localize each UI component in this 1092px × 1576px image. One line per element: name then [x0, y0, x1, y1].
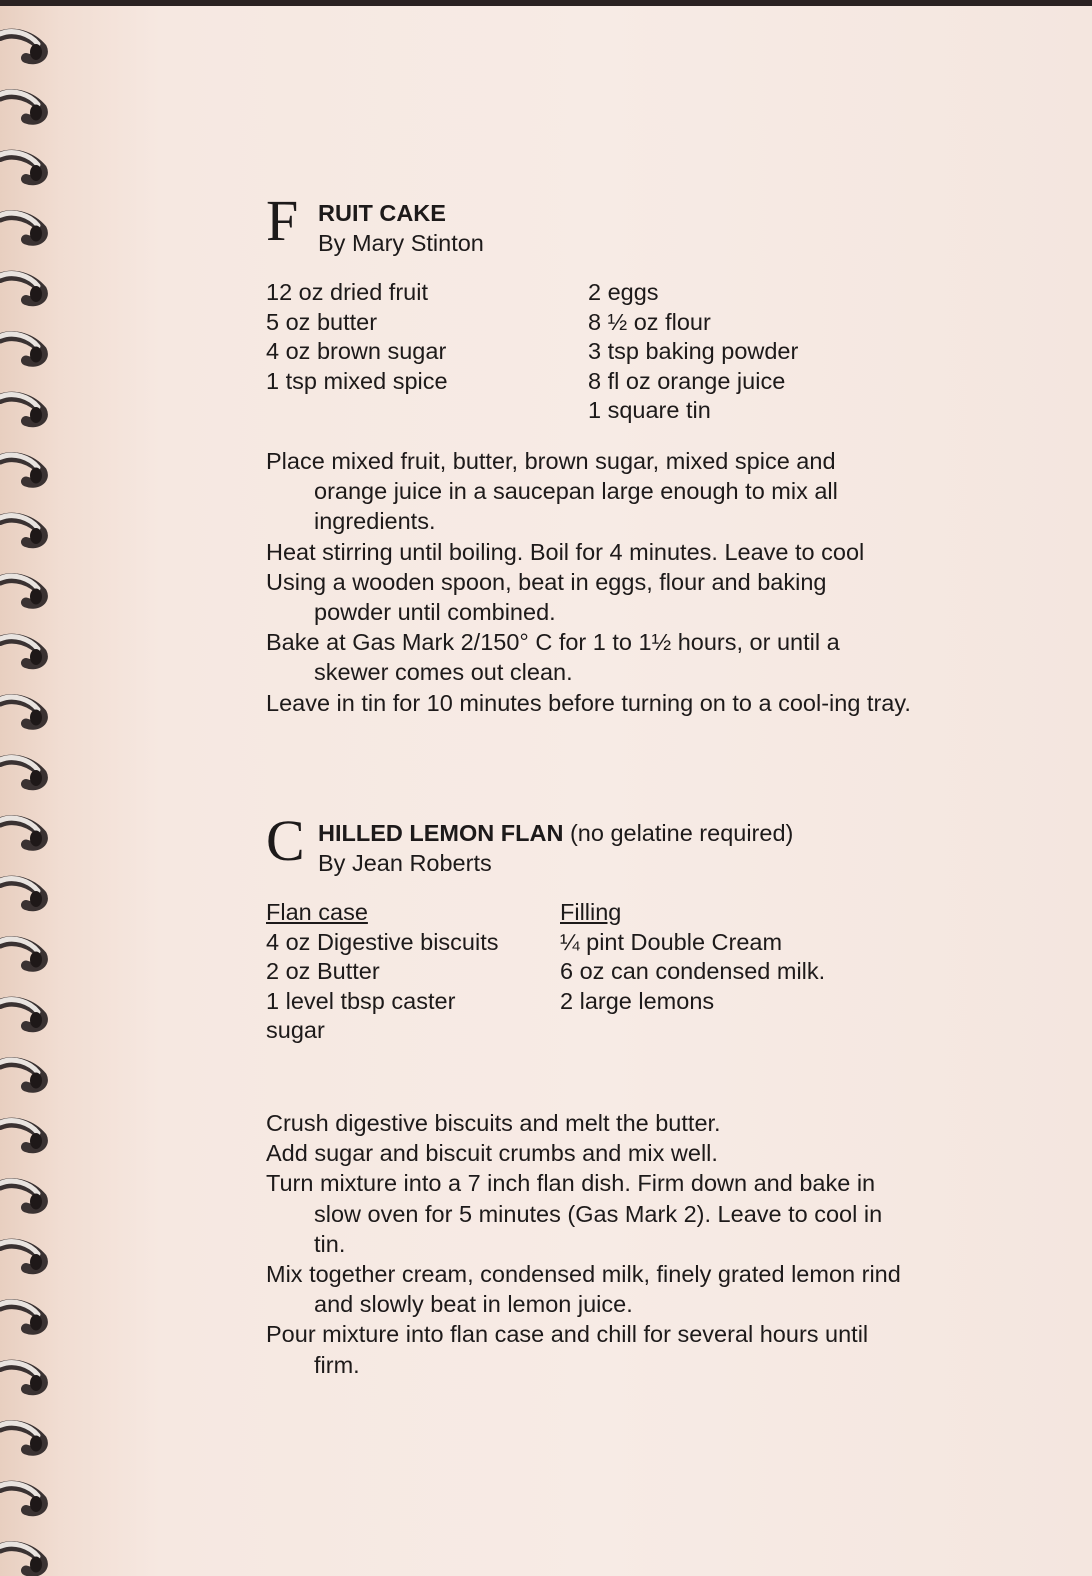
method-step: Pour mixture into flan case and chill for several hours until firm. [266, 1321, 869, 1378]
ingredients [266, 898, 926, 1108]
spiral-ring [0, 455, 43, 483]
method-step: Turn mixture into a 7 inch flan dish. Firm down and bake in slow oven for 5 minutes (Gas Mark 2). Leave to cool in tin. [266, 1170, 883, 1257]
method [266, 446, 911, 718]
ingredient: 3 tsp baking powder [588, 338, 799, 365]
ingredient: 2 large lemons [560, 987, 715, 1014]
ingredient-heading: Flan case [266, 899, 368, 925]
spiral-ring [0, 1363, 43, 1391]
spiral-ring [0, 939, 43, 967]
method-step: Crush digestive biscuits and melt the butter. [266, 1110, 721, 1136]
recipe-title: HILLED LEMON FLAN [318, 820, 564, 846]
spiral-ring [0, 92, 43, 120]
ingredient: 4 oz brown sugar [266, 338, 447, 365]
recipe-header [266, 808, 926, 888]
ingredient: 12 oz dried fruit [266, 279, 428, 305]
ingredient: 1 tsp mixed spice [266, 367, 448, 394]
ingredient: 2 eggs [588, 279, 659, 305]
method [266, 1108, 901, 1380]
recipe-author: By Mary Stinton [318, 230, 484, 256]
drop-cap: F [266, 188, 299, 253]
spiral-binding [0, 0, 64, 1576]
spiral-ring [0, 758, 43, 786]
ingredients-left [266, 278, 448, 396]
recipe-chilled-lemon-flan [266, 808, 926, 1380]
recipe-header [266, 188, 926, 268]
ingredient: 1 square tin [588, 397, 711, 424]
spiral-ring [0, 395, 43, 423]
spiral-ring [0, 334, 43, 362]
spiral-ring [0, 879, 43, 907]
spiral-ring [0, 274, 43, 302]
ingredient: ¼ pint Double Cream [560, 928, 783, 955]
ingredient: 8 ½ oz flour [588, 308, 711, 335]
spiral-ring [0, 1423, 43, 1451]
method-step: Bake at Gas Mark 2/150° C for 1 to 1½ hours, or until a skewer comes out clean. [266, 629, 840, 686]
ingredient: 5 oz butter [266, 308, 378, 335]
spiral-ring [0, 576, 43, 604]
method-step: Using a wooden spoon, beat in eggs, flour and baking powder until combined. [266, 568, 827, 626]
ingredient: 8 fl oz orange juice [588, 367, 786, 394]
spiral-ring [0, 1242, 43, 1270]
spiral-ring [0, 1302, 43, 1330]
method-step: Place mixed fruit, butter, brown sugar, mixed spice and orange juice in a saucepan large enough to mix all ingredients. [266, 448, 838, 535]
recipe-title-note: (no gelatine required) [563, 820, 794, 846]
spiral-ring [0, 697, 43, 725]
recipe-fruit-cake [266, 188, 926, 718]
spiral-ring [0, 637, 43, 665]
spiral-ring [0, 153, 43, 181]
ingredients-right [588, 278, 798, 426]
method-step: Heat stirring until boiling. Boil for 4 minutes. Leave to cool [266, 538, 865, 565]
recipe-author: By Jean Roberts [318, 850, 492, 876]
spiral-ring [0, 1484, 43, 1512]
ingredient: 1 level tbsp caster [266, 987, 456, 1014]
page-top-edge [0, 0, 1092, 6]
spiral-ring [0, 213, 43, 241]
ingredients-right [560, 898, 825, 1016]
spiral-ring [0, 32, 43, 60]
ingredient-heading: Filling [560, 899, 622, 925]
spiral-ring [0, 516, 43, 544]
spiral-ring [0, 1181, 43, 1209]
ingredients-left [266, 898, 499, 1046]
spiral-ring [0, 1544, 43, 1572]
ingredient: 2 oz Butter [266, 958, 380, 985]
spiral-ring [0, 818, 43, 846]
spiral-ring [0, 1000, 43, 1028]
spiral-ring [0, 1121, 43, 1149]
drop-cap: C [266, 808, 305, 873]
method-step: Mix together cream, condensed milk, finely grated lemon rind and slowly beat in lemon juice. [266, 1261, 901, 1318]
ingredient: 6 oz can condensed milk. [560, 958, 826, 985]
method-step: Leave in tin for 10 minutes before turning on to a cool-ing tray. [266, 689, 911, 716]
ingredients [266, 278, 926, 446]
ingredient: sugar [266, 1017, 325, 1044]
recipe-title: RUIT CAKE [318, 200, 446, 226]
ingredient: 4 oz Digestive biscuits [266, 928, 499, 955]
spiral-ring [0, 1060, 43, 1088]
method-step: Add sugar and biscuit crumbs and mix well. [266, 1140, 718, 1167]
